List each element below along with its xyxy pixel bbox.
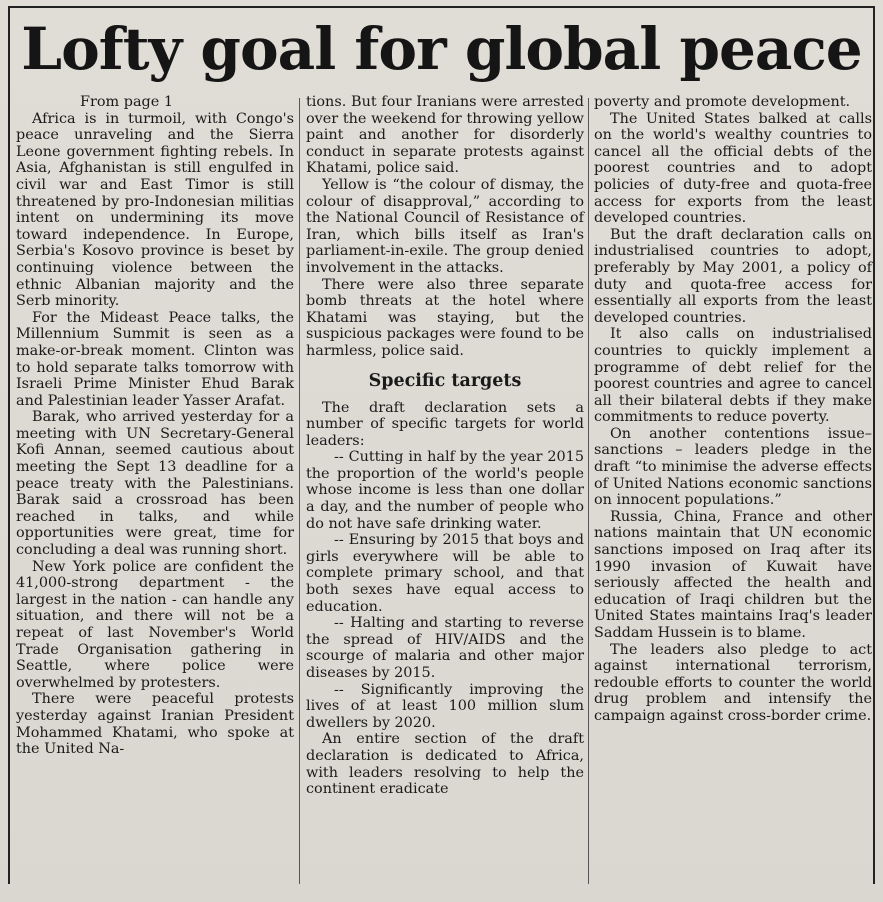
target-list-item: -- Cutting in half by the year 2015 the proportion of the world's people whose income is less than one dollar a day, and the number of people who do not have safe drinking water.	[306, 449, 584, 532]
article-paragraph: It also calls on industrialised countries to quickly implement a programme of debt relief for the poorest countries and agree to cancel all their bilateral debts if they make commitments to reduce poverty.	[594, 326, 872, 426]
article-paragraph: Russia, China, France and other nations maintain that UN economic sanctions imposed on Iraq after its 1990 invasion of Kuwait have seriously affected the health and education of Iraqi children but the United States maintains Iraq's leader Saddam Hussein is to blame.	[594, 508, 872, 641]
article-column-2	[306, 94, 584, 798]
target-list-item: -- Halting and starting to reverse the spread of HIV/AIDS and the scourge of malaria and other major diseases by 2015.	[306, 615, 584, 681]
article-paragraph: New York police are confident the 41,000-strong department - the largest in the nation - can handle any situation, and there will not be a repeat of last November's World Trade Organisation gathering in Seattle, where police were overwhelmed by protesters.	[16, 558, 294, 691]
article-paragraph: Barak, who arrived yesterday for a meeting with UN Secretary-General Kofi Annan, seemed cautious about meeting the Sept 13 deadline for a peace treaty with the Palestinians. Barak said a crossroad has been reached in talks, and while opportunities were great, time for concluding a deal was running short.	[16, 409, 294, 559]
column-divider-1	[299, 98, 300, 884]
article-paragraph: There were also three separate bomb threats at the hotel where Khatami was staying, but the suspicious packages were found to be harmless, police said.	[306, 276, 584, 359]
article-column-1	[16, 94, 294, 758]
article-paragraph: But the draft declaration calls on industrialised countries to adopt, preferably by May 2001, a policy of duty and quota-free access for essentially all exports from the least developed countries.	[594, 226, 872, 326]
column-divider-2	[588, 98, 589, 884]
left-border-rule	[8, 6, 10, 884]
article-paragraph: On another contentions issue– sanctions – leaders pledge in the draft “to minimise the adverse effects of United Nations economic sanctions on innocent populations.”	[594, 425, 872, 509]
article-paragraph: tions. But four Iranians were arrested over the weekend for throwing yellow paint and another for disorderly conduct in separate protests against Khatami, police said.	[306, 94, 584, 177]
headline: Lofty goal for global peace	[21, 15, 862, 83]
article-paragraph: Africa is in turmoil, with Congo's peace unraveling and the Sierra Leone government fighting rebels. In Asia, Afghanistan is still engulfed in civil war and East Timor is still threatened by pro-Indonesian militias intent on undermining its move toward independence. In Europe, Serbia's Kosovo province is beset by continuing violence between the ethnic Albanian majority and the Serb minority.	[16, 110, 294, 310]
section-subhead: Specific targets	[368, 370, 522, 391]
article-paragraph: The draft declaration sets a number of specific targets for world leaders:	[306, 399, 584, 449]
article-paragraph: The leaders also pledge to act against international terrorism, redouble efforts to counter the world drug problem and intensify the campaign against cross-border crime.	[594, 641, 872, 724]
article-column-3	[594, 94, 872, 725]
article-paragraph: poverty and promote development.	[594, 94, 851, 110]
article-paragraph: An entire section of the draft declaration is dedicated to Africa, with leaders resolving to help the continent eradicate	[306, 731, 584, 798]
target-list-item: -- Ensuring by 2015 that boys and girls everywhere will be able to complete primary school, and that both sexes have equal access to education.	[306, 532, 584, 615]
article-paragraph: Yellow is “the colour of dismay, the colour of disapproval,” according to the National Council of Resistance of Iran, which bills itself as Iran's parliament-in-exile. The group denied involvement in the attacks.	[306, 176, 584, 276]
right-border-rule	[873, 6, 875, 884]
from-page-note: From page 1	[80, 94, 173, 110]
top-border-rule	[8, 6, 875, 8]
article-paragraph: There were peaceful protests yesterday against Iranian President Mohammed Khatami, who spoke at the United Na-	[16, 691, 294, 758]
article-paragraph: The United States balked at calls on the world's wealthy countries to cancel all the official debts of the poorest countries and to adopt policies of duty-free and quota-free access for exports from the least developed countries.	[594, 110, 872, 227]
article-paragraph: For the Mideast Peace talks, the Millennium Summit is seen as a make-or-break moment. Clinton was to hold separate talks tomorrow with Israeli Prime Minister Ehud Barak and Palestinian leader Yasser Arafat.	[16, 309, 294, 409]
target-list-item: -- Significantly improving the lives of at least 100 million slum dwellers by 2020.	[306, 681, 584, 731]
